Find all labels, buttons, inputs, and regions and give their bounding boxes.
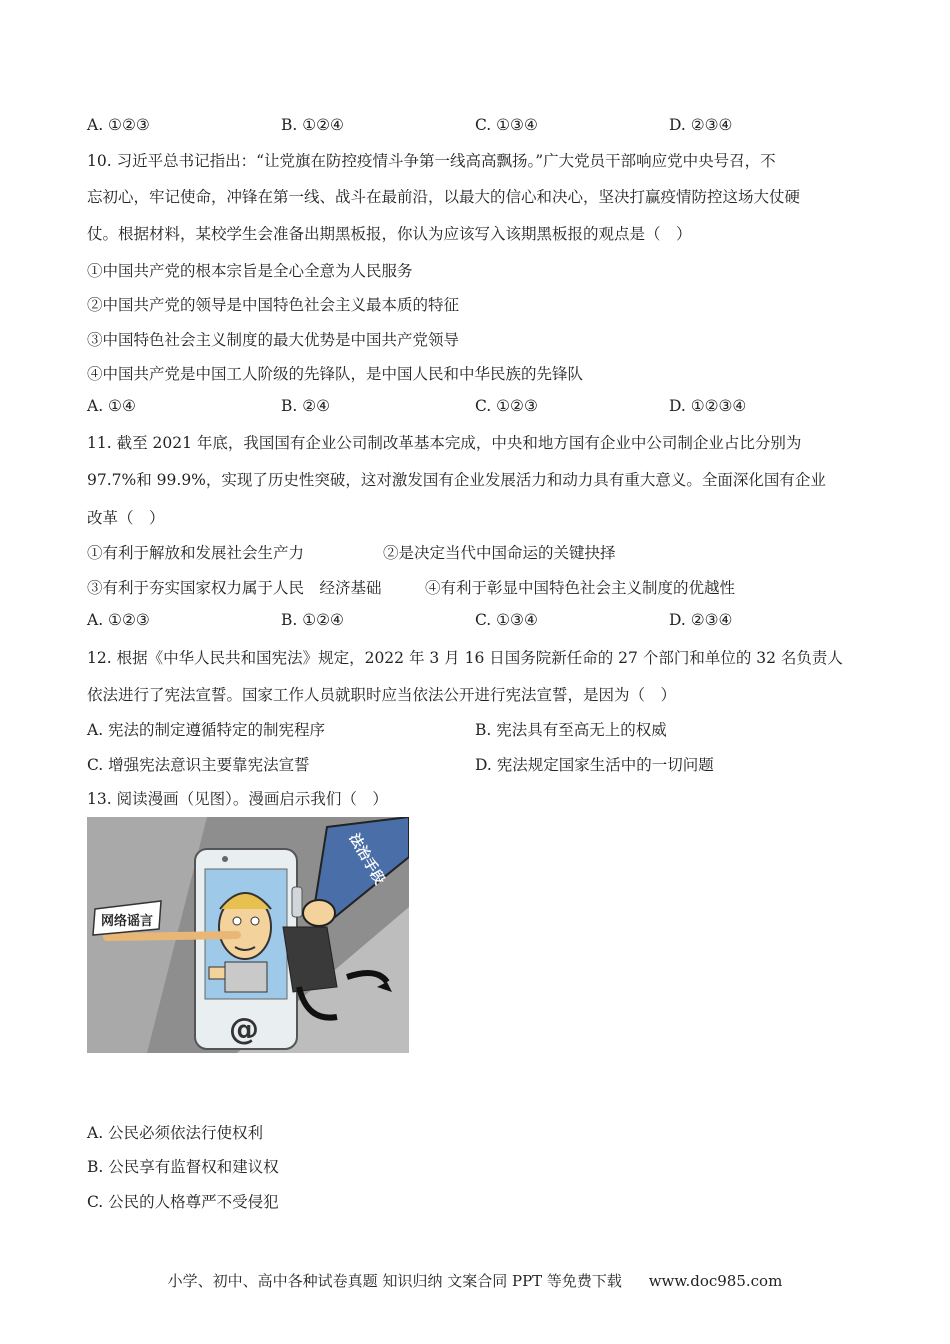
q12-options-row-2 [87, 753, 847, 773]
q11-option-a: A. ①②③ [87, 611, 150, 629]
q13-stem: 13. 阅读漫画（见图）。漫画启示我们（ ） [87, 790, 388, 808]
q12-option-c: C. 增强宪法意识主要靠宪法宣誓 [87, 756, 310, 774]
q11-statements-row-1 [87, 541, 847, 561]
q10-statement-3: ③中国特色社会主义制度的最大优势是中国共产党领导 [87, 331, 460, 349]
q11-statement-2: ②是决定当代中国命运的关键抉择 [383, 544, 616, 562]
q10-options [87, 397, 847, 417]
q11-options [87, 611, 847, 631]
q11-statements-row-2 [87, 576, 847, 596]
q12-option-b: B. 宪法具有至高无上的权威 [475, 721, 667, 739]
q11-stem-line-2: 97.7%和 99.9%，实现了历史性突破，这对激发国有企业发展活力和动力具有重大意义。全面深化国有企业 [87, 471, 826, 489]
q10-statement-1: ①中国共产党的根本宗旨是全心全意为人民服务 [87, 262, 413, 280]
rumor-sign-text: 网络谣言 [101, 914, 154, 929]
q12-options-row-1 [87, 718, 847, 738]
q10-statement-2: ②中国共产党的领导是中国特色社会主义最本质的特征 [87, 296, 460, 314]
q10-option-b: B. ②④ [281, 397, 331, 415]
q12-stem-line-1: 12. 根据《中华人民共和国宪法》规定，2022 年 3 月 16 日国务院新任命的 27 个部门和单位的 32 名负责人 [87, 649, 843, 667]
q12-stem-line-2: 依法进行了宪法宣誓。国家工作人员就职时应当依法公开进行宪法宣誓，是因为（ ） [87, 686, 677, 704]
q11-statement-3: ③有利于夯实国家权力属于人民 经济基础 [87, 579, 382, 597]
q10-option-d: D. ①②③④ [669, 397, 747, 415]
q10-option-a: A. ①④ [87, 397, 136, 415]
q10-stem-line-3: 仗。根据材料，某校学生会准备出期黑板报，你认为应该写入该期黑板报的观点是（ ） [87, 225, 692, 243]
q11-statement-4: ④有利于彰显中国特色社会主义制度的优越性 [425, 579, 736, 597]
q9-option-c: C. ①③④ [475, 116, 538, 134]
q10-stem-line-2: 忘初心，牢记使命，冲锋在第一线、战斗在最前沿，以最大的信心和决心，坚决打赢疫情防控这场大仗硬 [87, 188, 801, 206]
q10-option-c: C. ①②③ [475, 397, 538, 415]
at-symbol: @ [229, 1012, 259, 1047]
q13-option-c: C. 公民的人格尊严不受侵犯 [87, 1193, 279, 1211]
q9-options [87, 116, 847, 136]
q9-option-d: D. ②③④ [669, 116, 733, 134]
q12-option-a: A. 宪法的制定遵循特定的制宪程序 [87, 721, 326, 739]
q10-stem-line-1: 10. 习近平总书记指出：“让党旗在防控疫情斗争第一线高高飘扬。”广大党员干部响应党中央号召，不 [87, 152, 776, 170]
q13-option-a: A. 公民必须依法行使权利 [87, 1124, 264, 1142]
q11-statement-1: ①有利于解放和发展社会生产力 [87, 544, 305, 562]
q10-statement-4: ④中国共产党是中国工人阶级的先锋队，是中国人民和中华民族的先锋队 [87, 365, 584, 383]
q11-option-b: B. ①②④ [281, 611, 344, 629]
sleeve-text: 法治手段 [345, 831, 388, 888]
q11-option-d: D. ②③④ [669, 611, 733, 629]
q11-stem-line-1: 11. 截至 2021 年底，我国国有企业公司制改革基本完成，中央和地方国有企业中公司制企业占比分别为 [87, 434, 802, 452]
q9-option-b: B. ①②④ [281, 116, 344, 134]
q13-option-b: B. 公民享有监督权和建议权 [87, 1158, 279, 1176]
footer-text: 小学、初中、高中各种试卷真题 知识归纳 文案合同 PPT 等免费下载 [167, 1272, 622, 1290]
q13-cartoon [87, 817, 409, 1053]
q11-option-c: C. ①③④ [475, 611, 538, 629]
page-footer [0, 1270, 950, 1291]
q9-option-a: A. ①②③ [87, 116, 150, 134]
q12-option-d: D. 宪法规定国家生活中的一切问题 [475, 756, 714, 774]
q11-stem-line-3: 改革（ ） [87, 509, 165, 527]
footer-url[interactable]: www.doc985.com [648, 1272, 783, 1290]
